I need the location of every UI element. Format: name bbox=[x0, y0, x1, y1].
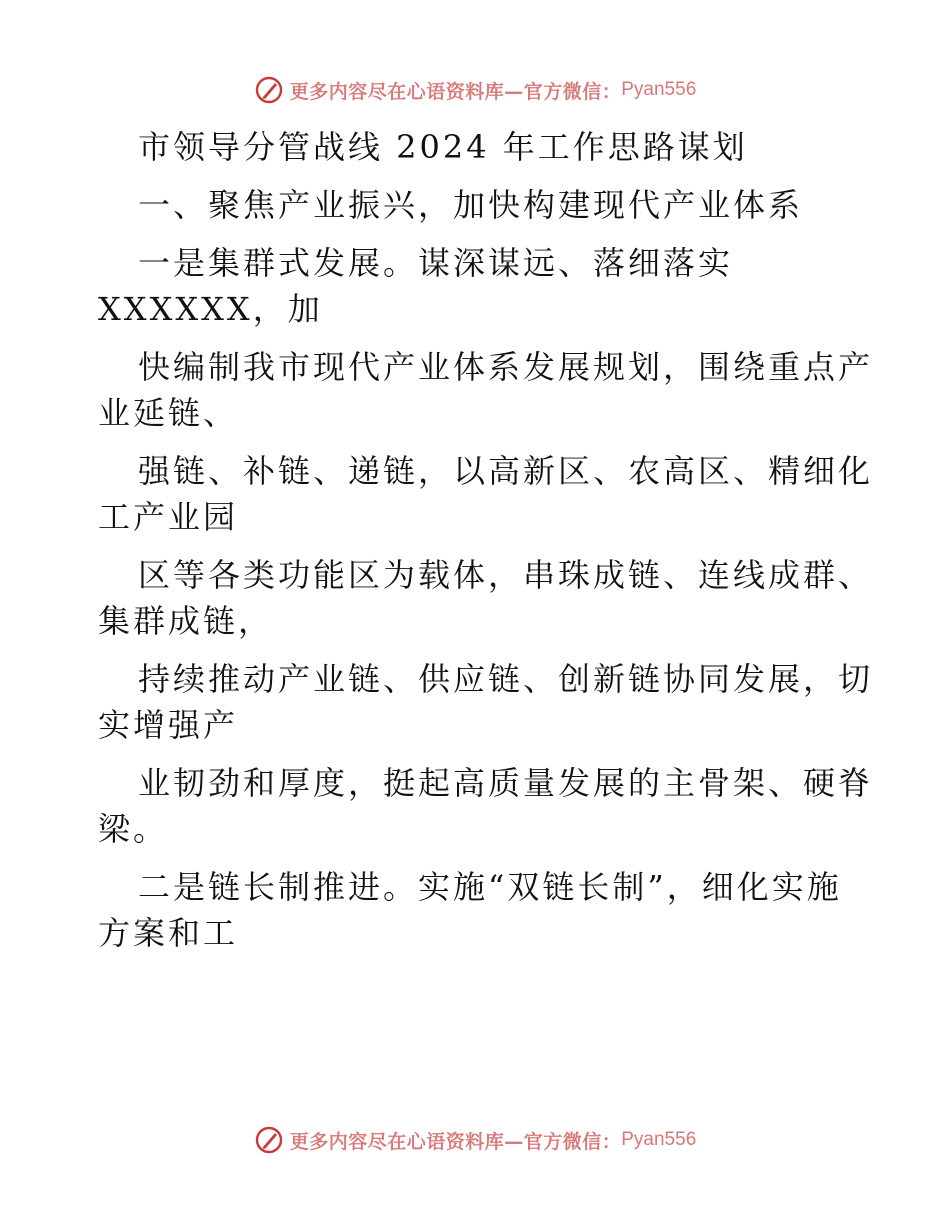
paragraph-2 bbox=[98, 344, 874, 436]
paragraph-4 bbox=[98, 552, 874, 644]
paragraph-5 bbox=[98, 656, 874, 748]
text-line: 集群成链， bbox=[98, 602, 274, 640]
paragraph-1 bbox=[98, 240, 858, 332]
text-line: 方案和工 bbox=[98, 914, 239, 952]
text-line: 梁。 bbox=[98, 810, 169, 848]
watermark-text: 更多内容尽在心语资料库—官方微信： bbox=[289, 1130, 622, 1153]
watermark-id: Pyan556 bbox=[621, 79, 697, 100]
paragraph-6 bbox=[98, 760, 874, 852]
text-line: 快编制我市现代产业体系发展规划，围绕重点产 bbox=[138, 348, 874, 386]
document-body bbox=[98, 124, 874, 968]
watermark-text: 更多内容尽在心语资料库—官方微信： bbox=[289, 80, 622, 103]
text-line: 二是链长制推进。实施“双链长制”，细化实施 bbox=[138, 868, 842, 906]
text-line: 强链、补链、递链，以高新区、农高区、精细化 bbox=[138, 452, 874, 490]
quill-logo-icon bbox=[254, 1125, 284, 1155]
section-heading: 一、聚焦产业振兴，加快构建现代产业体系 bbox=[138, 186, 804, 224]
text-line: 区等各类功能区为载体，串珠成链、连线成群、 bbox=[138, 556, 874, 594]
paragraph-7 bbox=[98, 864, 858, 956]
document-title: 市领导分管战线 2024 年工作思路谋划 bbox=[138, 128, 748, 166]
watermark-id: Pyan556 bbox=[621, 1129, 697, 1150]
paragraph-title bbox=[98, 124, 858, 170]
text-line: XXXXXX，加 bbox=[98, 290, 323, 328]
text-line: 业韧劲和厚度，挺起高质量发展的主骨架、硬脊 bbox=[138, 764, 874, 802]
watermark-footer bbox=[0, 1120, 950, 1160]
paragraph-3 bbox=[98, 448, 874, 540]
text-line: 持续推动产业链、供应链、创新链协同发展，切 bbox=[138, 660, 874, 698]
watermark-header bbox=[0, 70, 950, 110]
quill-logo-icon bbox=[254, 75, 284, 105]
text-line: 工产业园 bbox=[98, 498, 239, 536]
paragraph-heading-1 bbox=[98, 182, 858, 228]
text-line: 实增强产 bbox=[98, 706, 239, 744]
text-line: 一是集群式发展。谋深谋远、落细落实 bbox=[138, 244, 734, 282]
text-line: 业延链、 bbox=[98, 394, 239, 432]
